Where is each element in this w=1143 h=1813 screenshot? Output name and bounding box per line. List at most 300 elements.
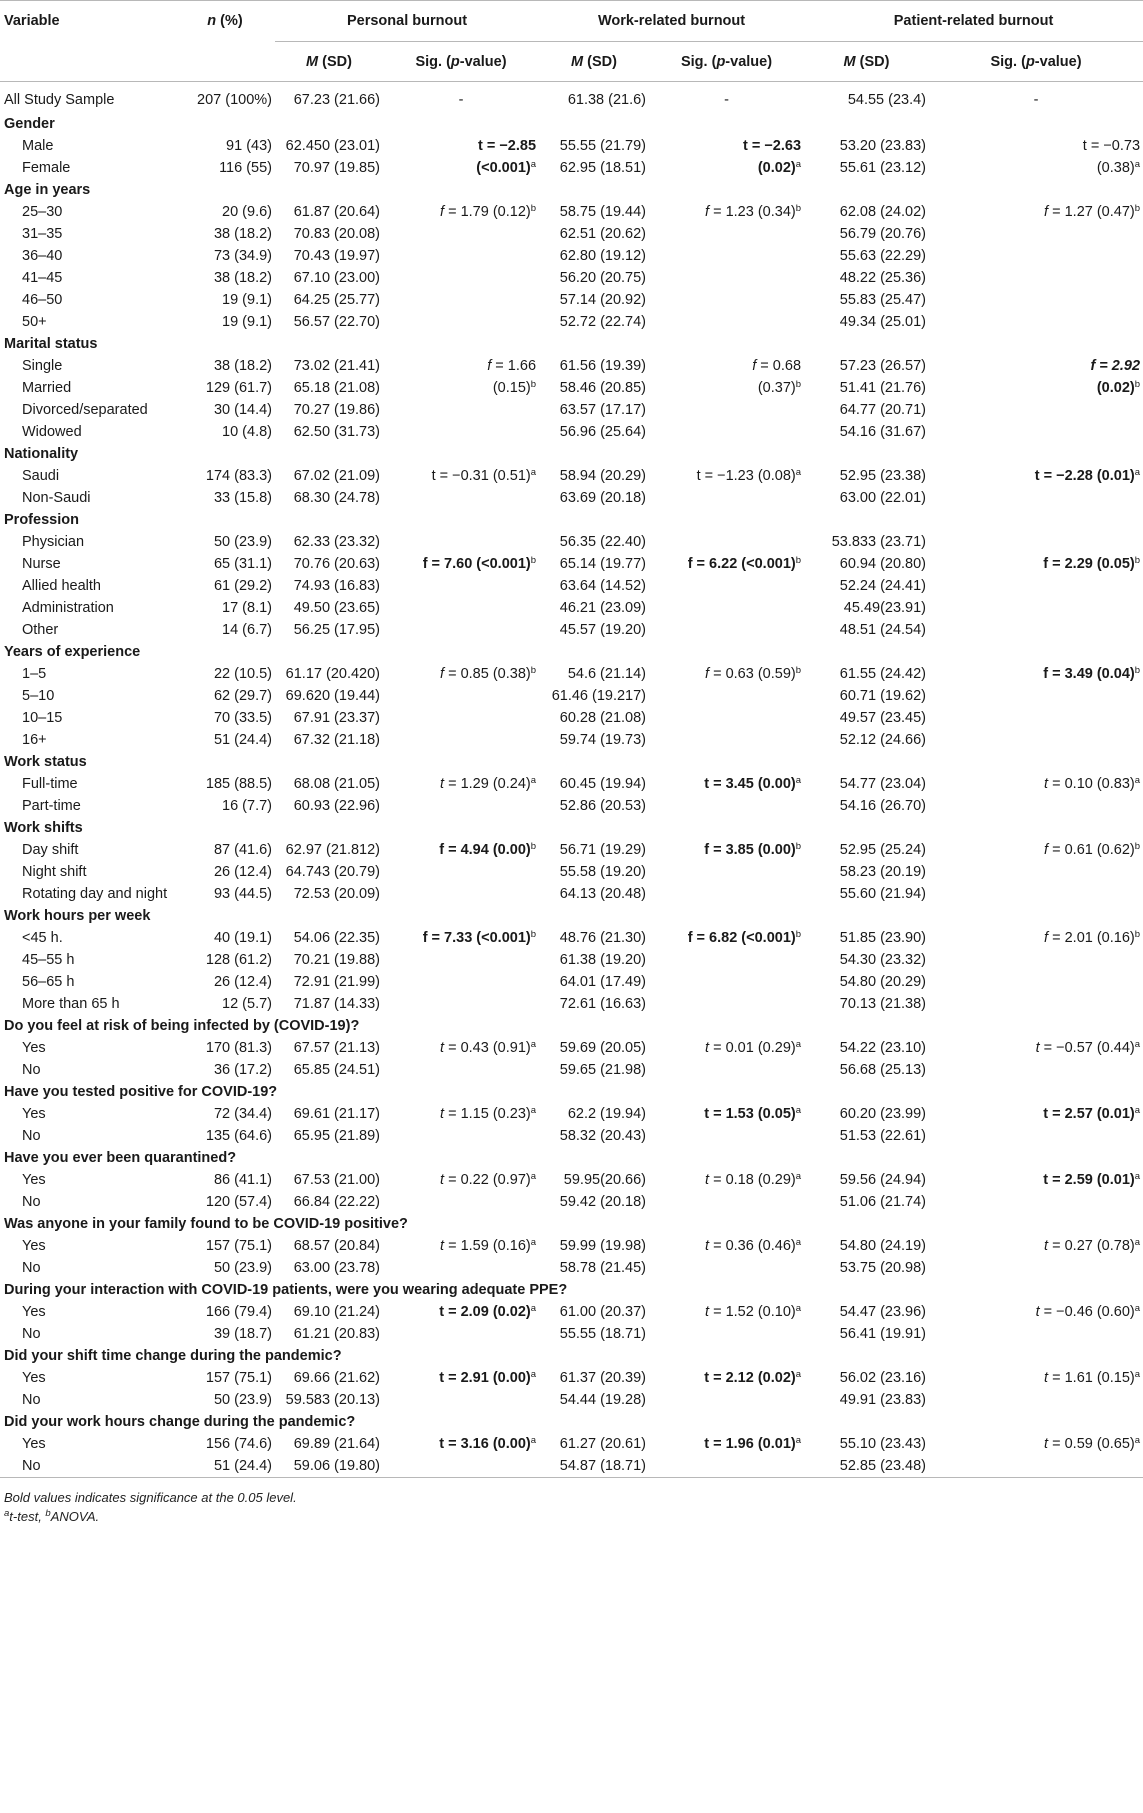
- footnote-marker: b: [530, 929, 537, 940]
- cell-n: 62 (29.7): [213, 688, 272, 704]
- cell-sig-work: [649, 663, 804, 685]
- sig-text: f: [440, 666, 445, 682]
- sig-text: t = 1.53 (0.05): [704, 1106, 796, 1122]
- footnote-marker: b: [530, 203, 537, 214]
- footnote-tests: $^a$t-test, $^b$ANOVA.: [4, 1508, 100, 1524]
- cell-sig-patient: [929, 861, 1143, 883]
- footnote-marker: a: [530, 467, 537, 478]
- cell-mean-work: 45.57 (19.20): [559, 622, 647, 638]
- cell-n: 207 (100%): [197, 91, 272, 108]
- cell-sig-patient: [929, 157, 1143, 179]
- cell-sig-patient: [929, 1103, 1143, 1125]
- footnote-marker: b: [1134, 555, 1141, 566]
- row-label: Other: [22, 622, 59, 638]
- cell-mean-work: 56.96 (25.64): [559, 424, 647, 440]
- header-n-percent: [175, 1, 275, 42]
- cell-mean-personal: 69.620 (19.44): [285, 688, 380, 704]
- cell-sig-work: [649, 685, 804, 707]
- cell-sig-patient: [929, 1257, 1143, 1279]
- cell-mean-patient: 54.16 (31.67): [839, 424, 927, 440]
- cell-mean-patient: 56.41 (19.91): [839, 1326, 927, 1342]
- footnote-marker: b: [795, 665, 802, 676]
- row-label: Day shift: [22, 842, 79, 858]
- footnote-marker: a: [1134, 1435, 1141, 1446]
- cell-sig-patient: [929, 487, 1143, 509]
- group-label: Have you ever been quarantined?: [4, 1150, 237, 1166]
- group-label: Work status: [4, 754, 87, 770]
- cell-mean-work: 58.75 (19.44): [559, 204, 647, 220]
- sig-text: t: [1035, 1040, 1040, 1056]
- group-row: [0, 817, 1143, 839]
- cell-sig-personal: [383, 355, 539, 377]
- cell-sig-personal: [383, 289, 539, 311]
- header-row-1: [0, 1, 1143, 42]
- footnote-marker: a: [530, 1105, 537, 1116]
- table-row: [0, 1169, 1143, 1191]
- cell-sig-patient: [929, 795, 1143, 817]
- cell-sig-patient: [929, 1191, 1143, 1213]
- cell-n: 128 (61.2): [205, 952, 272, 968]
- cell-mean-patient: 54.22 (23.10): [839, 1040, 927, 1056]
- group-label: Nationality: [4, 446, 79, 462]
- sig-text: f: [705, 204, 710, 220]
- row-label: No: [22, 1194, 41, 1210]
- cell-sig-work: [649, 355, 804, 377]
- cell-mean-personal: 64.743 (20.79): [285, 864, 380, 880]
- cell-sig-personal: [383, 949, 539, 971]
- cell-mean-patient: 51.53 (22.61): [839, 1128, 927, 1144]
- table-row: [0, 773, 1143, 795]
- cell-mean-personal: 60.93 (22.96): [293, 798, 380, 814]
- cell-mean-work: 56.35 (22.40): [559, 534, 647, 550]
- cell-sig-personal: [383, 487, 539, 509]
- cell-mean-work: 62.51 (20.62): [559, 226, 647, 242]
- sig-text: f = 3.49 (0.04): [1043, 666, 1135, 682]
- row-label: Saudi: [22, 468, 60, 484]
- footnote-marker: a: [530, 1369, 537, 1380]
- cell-n: 86 (41.1): [213, 1172, 272, 1188]
- cell-mean-work: 59.69 (20.05): [559, 1040, 647, 1056]
- row-label: 16+: [22, 732, 47, 748]
- cell-n: 22 (10.5): [213, 666, 272, 682]
- sig-text: t: [1044, 1436, 1049, 1452]
- table-row: [0, 839, 1143, 861]
- header-msd-personal: M (SD): [275, 42, 383, 82]
- cell-sig-personal: [383, 1125, 539, 1147]
- row-label: Non-Saudi: [22, 490, 91, 506]
- group-label: Marital status: [4, 336, 98, 352]
- cell-mean-work: 65.14 (19.77): [559, 556, 647, 572]
- cell-sig-personal: [383, 531, 539, 553]
- row-label: Yes: [22, 1106, 46, 1122]
- cell-sig-work: [649, 157, 804, 179]
- footnote-marker: a: [795, 1105, 802, 1116]
- footnote-marker: b: [795, 841, 802, 852]
- sig-text: (0.38): [1096, 160, 1135, 176]
- row-label: 10–15: [22, 710, 63, 726]
- footnote-marker: b: [1134, 379, 1141, 390]
- group-label: Did your work hours change during the pandemic?: [4, 1414, 356, 1430]
- group-label: Do you feel at risk of being infected by (COVID-19)?: [4, 1018, 360, 1034]
- cell-sig-personal: [383, 729, 539, 751]
- table-row: [0, 245, 1143, 267]
- table-row: [0, 399, 1143, 421]
- cell-sig-patient: [929, 597, 1143, 619]
- cell-sig-patient: [929, 1455, 1143, 1478]
- sig-text: f: [1044, 204, 1049, 220]
- cell-mean-personal: 70.83 (20.08): [293, 226, 380, 242]
- cell-sig-work: [649, 949, 804, 971]
- cell-mean-patient: 54.55 (23.4): [847, 91, 927, 108]
- cell-mean-work: 59.65 (21.98): [559, 1062, 647, 1078]
- cell-sig-patient: [929, 707, 1143, 729]
- cell-sig-personal: [383, 839, 539, 861]
- cell-mean-work: 64.13 (20.48): [559, 886, 647, 902]
- cell-sig-patient: [929, 553, 1143, 575]
- row-label: Yes: [22, 1370, 46, 1386]
- cell-mean-personal: 70.97 (19.85): [293, 160, 380, 176]
- table-row: [0, 553, 1143, 575]
- table-row: [0, 1037, 1143, 1059]
- cell-mean-work: 61.56 (19.39): [559, 358, 647, 374]
- cell-sig-personal: [383, 1433, 539, 1455]
- sig-text: = 1.52 (0.10): [709, 1304, 796, 1320]
- cell-sig-patient: [929, 267, 1143, 289]
- cell-mean-work: 46.21 (23.09): [559, 600, 647, 616]
- cell-n: 19 (9.1): [222, 314, 272, 330]
- sig-text: t: [705, 1040, 710, 1056]
- sig-text: t = 3.45 (0.00): [704, 776, 796, 792]
- sig-text: f: [752, 358, 757, 374]
- group-label: Profession: [4, 512, 79, 528]
- cell-sig-personal: [383, 619, 539, 641]
- cell-n: 61 (29.2): [213, 578, 272, 594]
- sig-text: (0.02): [757, 160, 796, 176]
- cell-sig-patient: [929, 773, 1143, 795]
- sig-text: = 1.79 (0.12): [444, 204, 531, 220]
- cell-sig-personal: [383, 1257, 539, 1279]
- row-label: Administration: [22, 600, 114, 616]
- cell-mean-patient: 55.61 (23.12): [839, 160, 927, 176]
- sig-text: t: [1035, 1304, 1040, 1320]
- cell-mean-patient: 45.49(23.91): [843, 600, 927, 616]
- group-row: [0, 179, 1143, 201]
- row-label: All Study Sample: [4, 91, 115, 108]
- cell-sig-work: [649, 1191, 804, 1213]
- group-row: [0, 1411, 1143, 1433]
- sig-text: -: [458, 91, 464, 108]
- row-label: No: [22, 1326, 41, 1342]
- row-label: 46–50: [22, 292, 63, 308]
- group-label: Age in years: [4, 182, 91, 198]
- row-label: No: [22, 1128, 41, 1144]
- cell-mean-patient: 51.06 (21.74): [839, 1194, 927, 1210]
- cell-mean-patient: 54.80 (20.29): [839, 974, 927, 990]
- cell-mean-patient: 58.23 (20.19): [839, 864, 927, 880]
- table-row: [0, 883, 1143, 905]
- cell-sig-work: [649, 927, 804, 949]
- cell-sig-patient: [929, 201, 1143, 223]
- sig-text: t: [705, 1238, 710, 1254]
- group-row: [0, 333, 1143, 355]
- sig-text: = 1.59 (0.16): [444, 1238, 531, 1254]
- cell-n: 26 (12.4): [213, 864, 272, 880]
- cell-sig-personal: [383, 311, 539, 333]
- cell-sig-work: [649, 223, 804, 245]
- table-row: [0, 421, 1143, 443]
- cell-mean-personal: 54.06 (22.35): [293, 930, 380, 946]
- cell-sig-personal: [383, 1037, 539, 1059]
- footnote-marker: a: [530, 159, 537, 170]
- cell-sig-personal: [383, 663, 539, 685]
- sig-text: f: [440, 204, 445, 220]
- row-label: More than 65 h: [22, 996, 120, 1012]
- cell-mean-personal: 74.93 (16.83): [293, 578, 380, 594]
- cell-mean-personal: 59.583 (20.13): [285, 1392, 380, 1408]
- cell-sig-work: [649, 421, 804, 443]
- sig-text: t: [440, 1106, 445, 1122]
- cell-mean-patient: 59.56 (24.94): [839, 1172, 927, 1188]
- cell-mean-personal: 63.00 (23.78): [293, 1260, 380, 1276]
- cell-mean-personal: 62.50 (31.73): [293, 424, 380, 440]
- cell-mean-patient: 62.08 (24.02): [839, 204, 927, 220]
- sig-text: = 0.01 (0.29): [709, 1040, 796, 1056]
- cell-mean-personal: 70.21 (19.88): [293, 952, 380, 968]
- sig-text: f = 6.82 (<0.001): [687, 930, 796, 946]
- sig-text: t = −1.23 (0.08): [696, 468, 796, 484]
- sig-text: t: [1044, 1238, 1049, 1254]
- cell-mean-patient: 52.85 (23.48): [804, 1455, 929, 1478]
- cell-mean-patient: 70.13 (21.38): [839, 996, 927, 1012]
- row-label: No: [22, 1260, 41, 1276]
- cell-mean-personal: 65.95 (21.89): [293, 1128, 380, 1144]
- cell-sig-patient: [929, 1037, 1143, 1059]
- cell-sig-work: [649, 883, 804, 905]
- cell-mean-patient: 55.60 (21.94): [839, 886, 927, 902]
- footnote-marker: a: [1134, 1105, 1141, 1116]
- cell-mean-personal: 68.08 (21.05): [293, 776, 380, 792]
- cell-sig-patient: [929, 355, 1143, 377]
- cell-n: 116 (55): [219, 160, 272, 176]
- cell-sig-work: [649, 553, 804, 575]
- cell-sig-work: [649, 1433, 804, 1455]
- cell-n: 174 (83.3): [205, 468, 272, 484]
- footnote-marker: b: [530, 665, 537, 676]
- cell-sig-work: [649, 82, 804, 114]
- cell-sig-personal: [383, 707, 539, 729]
- cell-mean-personal: 67.23 (21.66): [293, 91, 380, 108]
- table-row: [0, 82, 1143, 114]
- sig-text: (0.37): [757, 380, 796, 396]
- cell-sig-personal: [383, 399, 539, 421]
- sig-text: = 0.85 (0.38): [444, 666, 531, 682]
- sig-text: t = 2.09 (0.02): [439, 1304, 531, 1320]
- cell-sig-work: [649, 773, 804, 795]
- footnote-marker: b: [1134, 929, 1141, 940]
- group-label: Work shifts: [4, 820, 83, 836]
- cell-sig-patient: [929, 1367, 1143, 1389]
- sig-text: t: [705, 1304, 710, 1320]
- cell-mean-work: 61.27 (20.61): [559, 1436, 647, 1452]
- cell-mean-work: 63.57 (17.17): [559, 402, 647, 418]
- cell-sig-patient: [929, 927, 1143, 949]
- cell-sig-patient: [929, 223, 1143, 245]
- sig-text: (0.02): [1096, 380, 1135, 396]
- cell-sig-work: [649, 1037, 804, 1059]
- sig-text: = 0.36 (0.46): [709, 1238, 796, 1254]
- cell-sig-personal: [383, 1059, 539, 1081]
- cell-mean-work: 55.55 (18.71): [559, 1326, 647, 1342]
- cell-sig-work: [649, 1235, 804, 1257]
- cell-sig-personal: [383, 773, 539, 795]
- cell-n: 65 (31.1): [213, 556, 272, 572]
- group-row: [0, 641, 1143, 663]
- cell-sig-patient: [929, 729, 1143, 751]
- table-row: [0, 619, 1143, 641]
- cell-sig-patient: [929, 465, 1143, 487]
- cell-mean-personal: 70.43 (19.97): [293, 248, 380, 264]
- group-label: Have you tested positive for COVID-19?: [4, 1084, 278, 1100]
- cell-sig-personal: [383, 135, 539, 157]
- cell-mean-patient: 54.16 (26.70): [839, 798, 927, 814]
- cell-sig-personal: [383, 1169, 539, 1191]
- header-patient-related-burnout: Patient-related burnout: [804, 1, 1143, 42]
- cell-sig-work: [649, 377, 804, 399]
- cell-sig-work: [649, 487, 804, 509]
- row-label: 31–35: [22, 226, 63, 242]
- cell-mean-patient: 53.20 (23.83): [839, 138, 927, 154]
- row-label: 41–45: [22, 270, 63, 286]
- cell-sig-personal: [383, 201, 539, 223]
- cell-mean-patient: 53.75 (20.98): [839, 1260, 927, 1276]
- cell-mean-patient: 60.20 (23.99): [839, 1106, 927, 1122]
- table-row: [0, 1059, 1143, 1081]
- group-row: [0, 905, 1143, 927]
- cell-n: 51 (24.4): [213, 732, 272, 748]
- table-row: [0, 1257, 1143, 1279]
- cell-n: 72 (34.4): [213, 1106, 272, 1122]
- table-row: [0, 135, 1143, 157]
- cell-sig-patient: [929, 663, 1143, 685]
- cell-sig-work: [649, 465, 804, 487]
- cell-mean-work: 72.61 (16.63): [559, 996, 647, 1012]
- footnote-marker: a: [1134, 1303, 1141, 1314]
- cell-sig-work: [649, 1169, 804, 1191]
- cell-mean-patient: 49.91 (23.83): [839, 1392, 927, 1408]
- table-row: [0, 861, 1143, 883]
- cell-sig-work: [649, 201, 804, 223]
- sig-text: = 0.18 (0.29): [709, 1172, 796, 1188]
- cell-n: 170 (81.3): [205, 1040, 272, 1056]
- table-row: [0, 1389, 1143, 1411]
- cell-mean-work: 55.55 (21.79): [559, 138, 647, 154]
- header-variable: Variable: [0, 1, 175, 42]
- footnote-marker: a: [795, 1303, 802, 1314]
- row-label: Female: [22, 160, 71, 176]
- footnote-marker: a: [795, 1237, 802, 1248]
- cell-sig-work: [649, 531, 804, 553]
- cell-sig-work: [649, 399, 804, 421]
- cell-mean-patient: 52.24 (24.41): [839, 578, 927, 594]
- cell-sig-personal: [383, 1455, 539, 1478]
- cell-sig-work: [649, 1257, 804, 1279]
- cell-sig-personal: [383, 223, 539, 245]
- cell-mean-work: 60.28 (21.08): [559, 710, 647, 726]
- row-label: No: [22, 1062, 41, 1078]
- sig-text: (0.15): [492, 380, 531, 396]
- cell-sig-patient: [929, 1433, 1143, 1455]
- cell-sig-personal: [383, 421, 539, 443]
- cell-mean-work: 61.46 (19.217): [551, 688, 647, 704]
- cell-sig-patient: [929, 1323, 1143, 1345]
- row-label: Yes: [22, 1238, 46, 1254]
- footnote-marker: a: [795, 775, 802, 786]
- cell-sig-personal: [383, 1301, 539, 1323]
- sig-text: t: [705, 1172, 710, 1188]
- cell-mean-personal: 59.06 (19.80): [275, 1455, 383, 1478]
- cell-mean-work: 54.44 (19.28): [559, 1392, 647, 1408]
- row-label: 36–40: [22, 248, 63, 264]
- row-label: Nurse: [22, 556, 61, 572]
- cell-mean-work: 62.2 (19.94): [567, 1106, 647, 1122]
- cell-mean-patient: 52.12 (24.66): [839, 732, 927, 748]
- table-row: [0, 707, 1143, 729]
- cell-mean-patient: 54.77 (23.04): [839, 776, 927, 792]
- cell-mean-work: 59.99 (19.98): [559, 1238, 647, 1254]
- cell-mean-personal: 61.87 (20.64): [293, 204, 380, 220]
- table-row: [0, 267, 1143, 289]
- cell-mean-personal: 72.53 (20.09): [293, 886, 380, 902]
- group-row: [0, 1147, 1143, 1169]
- cell-sig-patient: [929, 1235, 1143, 1257]
- table-row: [0, 1433, 1143, 1455]
- cell-sig-personal: [383, 795, 539, 817]
- cell-mean-personal: 70.76 (20.63): [293, 556, 380, 572]
- group-row: [0, 113, 1143, 135]
- cell-sig-patient: [929, 971, 1143, 993]
- sig-text: = 2.01 (0.16): [1048, 930, 1135, 946]
- cell-n: 156 (74.6): [205, 1436, 272, 1452]
- cell-mean-patient: 55.63 (22.29): [839, 248, 927, 264]
- cell-sig-work: [649, 245, 804, 267]
- cell-n: 33 (15.8): [213, 490, 272, 506]
- cell-sig-work: [649, 707, 804, 729]
- cell-sig-patient: [929, 82, 1143, 114]
- cell-mean-patient: 54.30 (23.32): [839, 952, 927, 968]
- table-row: [0, 289, 1143, 311]
- cell-sig-patient: [929, 839, 1143, 861]
- row-label: Part-time: [22, 798, 81, 814]
- cell-sig-patient: [929, 1125, 1143, 1147]
- cell-n: 38 (18.2): [213, 270, 272, 286]
- cell-n: 20 (9.6): [222, 204, 272, 220]
- sig-text: t = −2.28 (0.01): [1034, 468, 1135, 484]
- row-label: Male: [22, 138, 54, 154]
- cell-sig-personal: [383, 861, 539, 883]
- sig-text: t: [440, 1238, 445, 1254]
- cell-mean-patient: 56.79 (20.76): [839, 226, 927, 242]
- table-row: [0, 311, 1143, 333]
- cell-sig-patient: [929, 1169, 1143, 1191]
- cell-sig-work: [649, 1301, 804, 1323]
- cell-n: 157 (75.1): [205, 1370, 272, 1386]
- table-row: [0, 575, 1143, 597]
- header-n-symbol: n: [207, 13, 217, 30]
- cell-sig-personal: [383, 1235, 539, 1257]
- footnote-marker: a: [795, 159, 802, 170]
- cell-sig-personal: [383, 927, 539, 949]
- cell-mean-patient: 63.00 (22.01): [839, 490, 927, 506]
